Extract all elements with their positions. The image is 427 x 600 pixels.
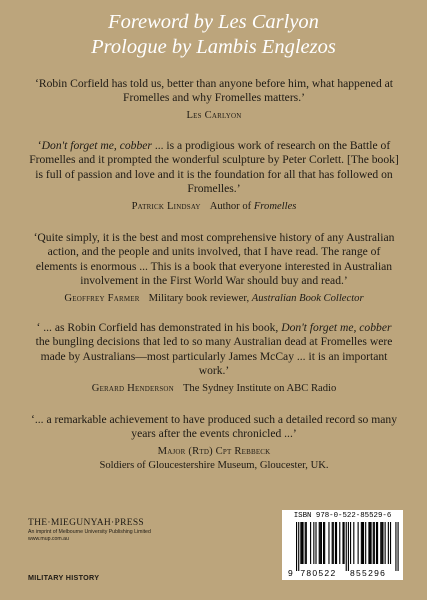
barcode-bar (376, 522, 377, 564)
barcode-bar (374, 522, 375, 564)
barcode-digits-right: 855296 (350, 568, 387, 578)
blurb-text (28, 321, 400, 379)
barcode-bar (336, 522, 337, 564)
barcode-digits-left: 780522 (300, 568, 337, 578)
barcode-bar (353, 522, 354, 564)
barcode-bar (385, 522, 386, 564)
book-title-italic: Don't forget me, cobber (41, 139, 152, 152)
barcode-bar (301, 522, 302, 564)
barcode-bar (369, 522, 370, 564)
barcode-bar (333, 522, 334, 564)
barcode-bar (310, 522, 311, 564)
blurb-author: Gerard Henderson (91, 382, 174, 394)
barcode-bar (358, 522, 359, 564)
barcode-bar (296, 522, 297, 571)
barcode-bar (305, 522, 306, 564)
barcode-bar (320, 522, 321, 564)
foreword-credit: Foreword by Les Carlyon (108, 11, 319, 33)
blurb-role: Author of (209, 200, 254, 212)
blurb-carlyon (28, 77, 400, 123)
blurb-text-rest: ... is a prodigious work of research on the Battle of Fromelles and it prompted the wonderful sculpture by Peter Corlett. [The book] is full of passion and love and it is the foundation for all that has followed on Fromelles.’ (29, 139, 399, 196)
isbn-label: ISBN 978-0-522-85529-6 (293, 512, 392, 520)
barcode-bar (313, 522, 314, 564)
prologue-credit: Prologue by Lambis Englezos (91, 36, 336, 58)
genre-label: MILITARY HISTORY (28, 573, 100, 582)
barcode-bar (346, 522, 347, 571)
blurb-role: Military book reviewer, (148, 292, 252, 304)
barcode-bars (282, 510, 403, 580)
barcode-bar (298, 522, 299, 571)
barcode-bar (377, 522, 378, 564)
barcode-bar (339, 522, 340, 564)
publisher-logo-text: THE·MIEGUNYAH·PRESS (28, 518, 145, 528)
barcode-bar (315, 522, 316, 564)
blurb-role-italic: Australian Book Collector (251, 292, 364, 304)
barcode-bar (381, 522, 382, 564)
blurb-text: ‘Don't forget me, cobber ... is a prodigious work of research on the Battle of Fromelles and it prompted the wonderful sculpture by Peter Corlett. [The book] is full of passion and love and it is the foundation for all that has followed on Fromelles.’ (29, 139, 399, 196)
publisher-website: www.mup.com.au (28, 535, 69, 542)
blurb-rebbeck (28, 413, 400, 473)
barcode-bar (395, 522, 396, 571)
barcode-bar (380, 522, 381, 564)
blurb-text: ‘Quite simply, it is the best and most comprehensive history of any Australian action, and the people and units involved, that I have read. The range of elements is enormous ... This is a book that everyone interested in Australian involvement in the First World War should buy and read.’ (33, 231, 395, 288)
barcode-bar (371, 522, 372, 564)
blurb-text: ‘... a remarkable achievement to have produced such a detailed record so many years after the events chronicled ...’ (30, 413, 397, 441)
barcode-bar (344, 522, 345, 564)
barcode-bar (382, 522, 383, 564)
barcode-bar (348, 522, 349, 571)
blurb-role-italic: Fromelles (253, 200, 297, 212)
barcode-bar (373, 522, 374, 564)
blurb-role: Soldiers of Gloucestershire Museum, Gloucester, UK. (99, 459, 329, 471)
barcode-bar (342, 522, 343, 564)
blurb-henderson (28, 321, 400, 396)
barcode-bar (368, 522, 369, 564)
barcode-digit-first: 9 (288, 568, 295, 578)
barcode-bar (324, 522, 325, 564)
barcode-bar (361, 522, 362, 564)
blurb-lindsay (28, 139, 400, 214)
barcode-bar (323, 522, 324, 564)
barcode-bar (363, 522, 364, 564)
barcode-bar (365, 522, 366, 564)
barcode-bar (321, 522, 322, 564)
barcode-bar (300, 522, 301, 564)
barcode-bar (390, 522, 391, 564)
blurb-attribution (28, 445, 400, 473)
barcode-bar (388, 522, 389, 564)
blurb-author: Les Carlyon (186, 109, 242, 121)
barcode-bar (362, 522, 363, 564)
blurb-text-start: ‘ ... as Robin Corfield has demonstrated in his book, (36, 321, 282, 334)
publisher-imprint (28, 517, 258, 543)
blurb-text: ‘Robin Corfield has told us, better than anyone before him, what happened at Fromelles and why Fromelles matters.’ (34, 77, 394, 105)
barcode-bar (398, 522, 399, 571)
barcode-bar (350, 522, 351, 564)
blurb-author: Geoffrey Farmer (64, 292, 140, 304)
barcode-bar (332, 522, 333, 564)
barcode-bar (328, 522, 329, 564)
barcode-bar (302, 522, 303, 564)
blurb-attribution (28, 109, 400, 123)
blurb-role: The Sydney Institute on ABC Radio (182, 382, 337, 394)
blurb-author: Major (Rtd) Cpt Rebbeck (157, 445, 271, 457)
blurb-attribution (28, 200, 400, 214)
barcode-bar (319, 522, 320, 564)
blurb-author: Patrick Lindsay (131, 200, 201, 212)
blurb-text-rest: the bungling decisions that led to so many Australian dead at Fromelles were made by Australians—most particularly James McCay ... it is an important work.’ (35, 335, 393, 378)
book-title-italic: Don't forget me, cobber (281, 321, 392, 334)
blurb-attribution (28, 292, 400, 306)
isbn-barcode (282, 510, 403, 580)
blurb-farmer (28, 231, 400, 306)
barcode-bar (306, 522, 307, 564)
cover-title (0, 10, 427, 60)
barcode-bar (335, 522, 336, 564)
blurb-attribution (28, 382, 400, 396)
publisher-imprint-line: An imprint of Melbourne University Publishing Limited (28, 529, 151, 535)
